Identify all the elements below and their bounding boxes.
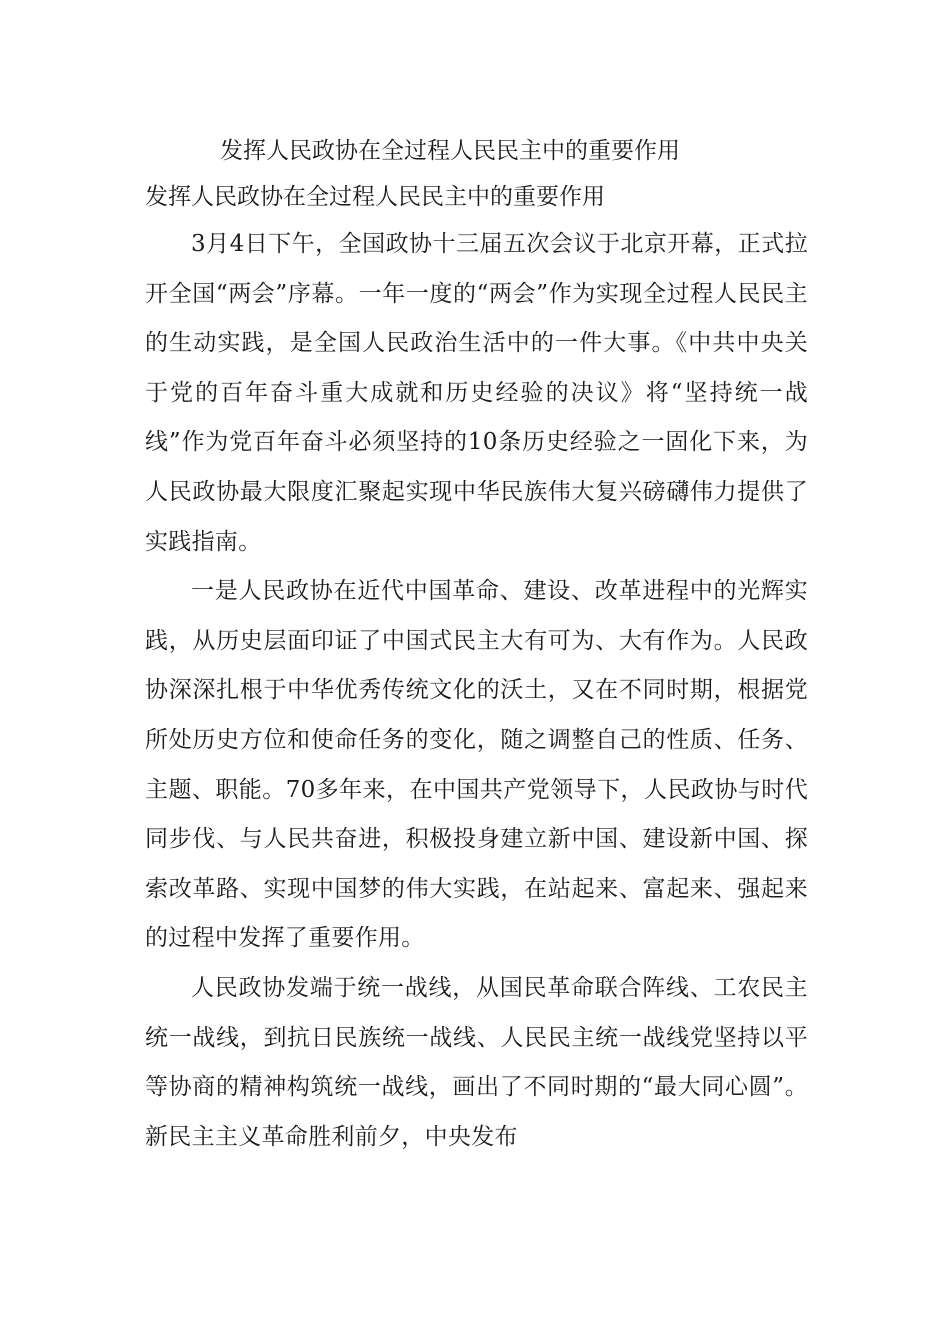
document-body [145, 128, 808, 1162]
document-title: 发挥人民政协在全过程人民民主中的重要作用 [220, 138, 680, 164]
document-subtitle: 发挥人民政协在全过程人民民主中的重要作用 [145, 184, 605, 210]
paragraph-1: 3月4日下午，全国政协十三届五次会议于北京开幕，正式拉开全国“两会”序幕。一年一度的“两会”作为实现全过程人民民主的生动实践，是全国人民政治生活中的一件大事。《中共中央关于党的百年奋斗重大成就和历史经验的决议》将“坚持统一战线”作为党百年奋斗必须坚持的10条历史经验之一固化下来，为人民政协最大限度汇聚起实现中华民族伟大复兴磅礴伟力提供了实践指南。 [145, 231, 808, 555]
paragraph-3: 人民政协发端于统一战线，从国民革命联合阵线、工农民主统一战线，到抗日民族统一战线、人民民主统一战线党坚持以平等协商的精神构筑统一战线，画出了不同时期的“最大同心圆”。新民主主义革命胜利前夕，中央发布 [145, 974, 808, 1150]
paragraph-2: 一是人民政协在近代中国革命、建设、改革进程中的光辉实践，从历史层面印证了中国式民主大有可为、大有作为。人民政协深深扎根于中华优秀传统文化的沃土，又在不同时期，根据党所处历史方位和使命任务的变化，随之调整自己的性质、任务、主题、职能。70多年来，在中国共产党领导下，人民政协与时代同步伐、与人民共奋进，积极投身建立新中国、建设新中国、探索改革路、实现中国梦的伟大实践，在站起来、富起来、强起来的过程中发挥了重要作用。 [145, 578, 808, 952]
